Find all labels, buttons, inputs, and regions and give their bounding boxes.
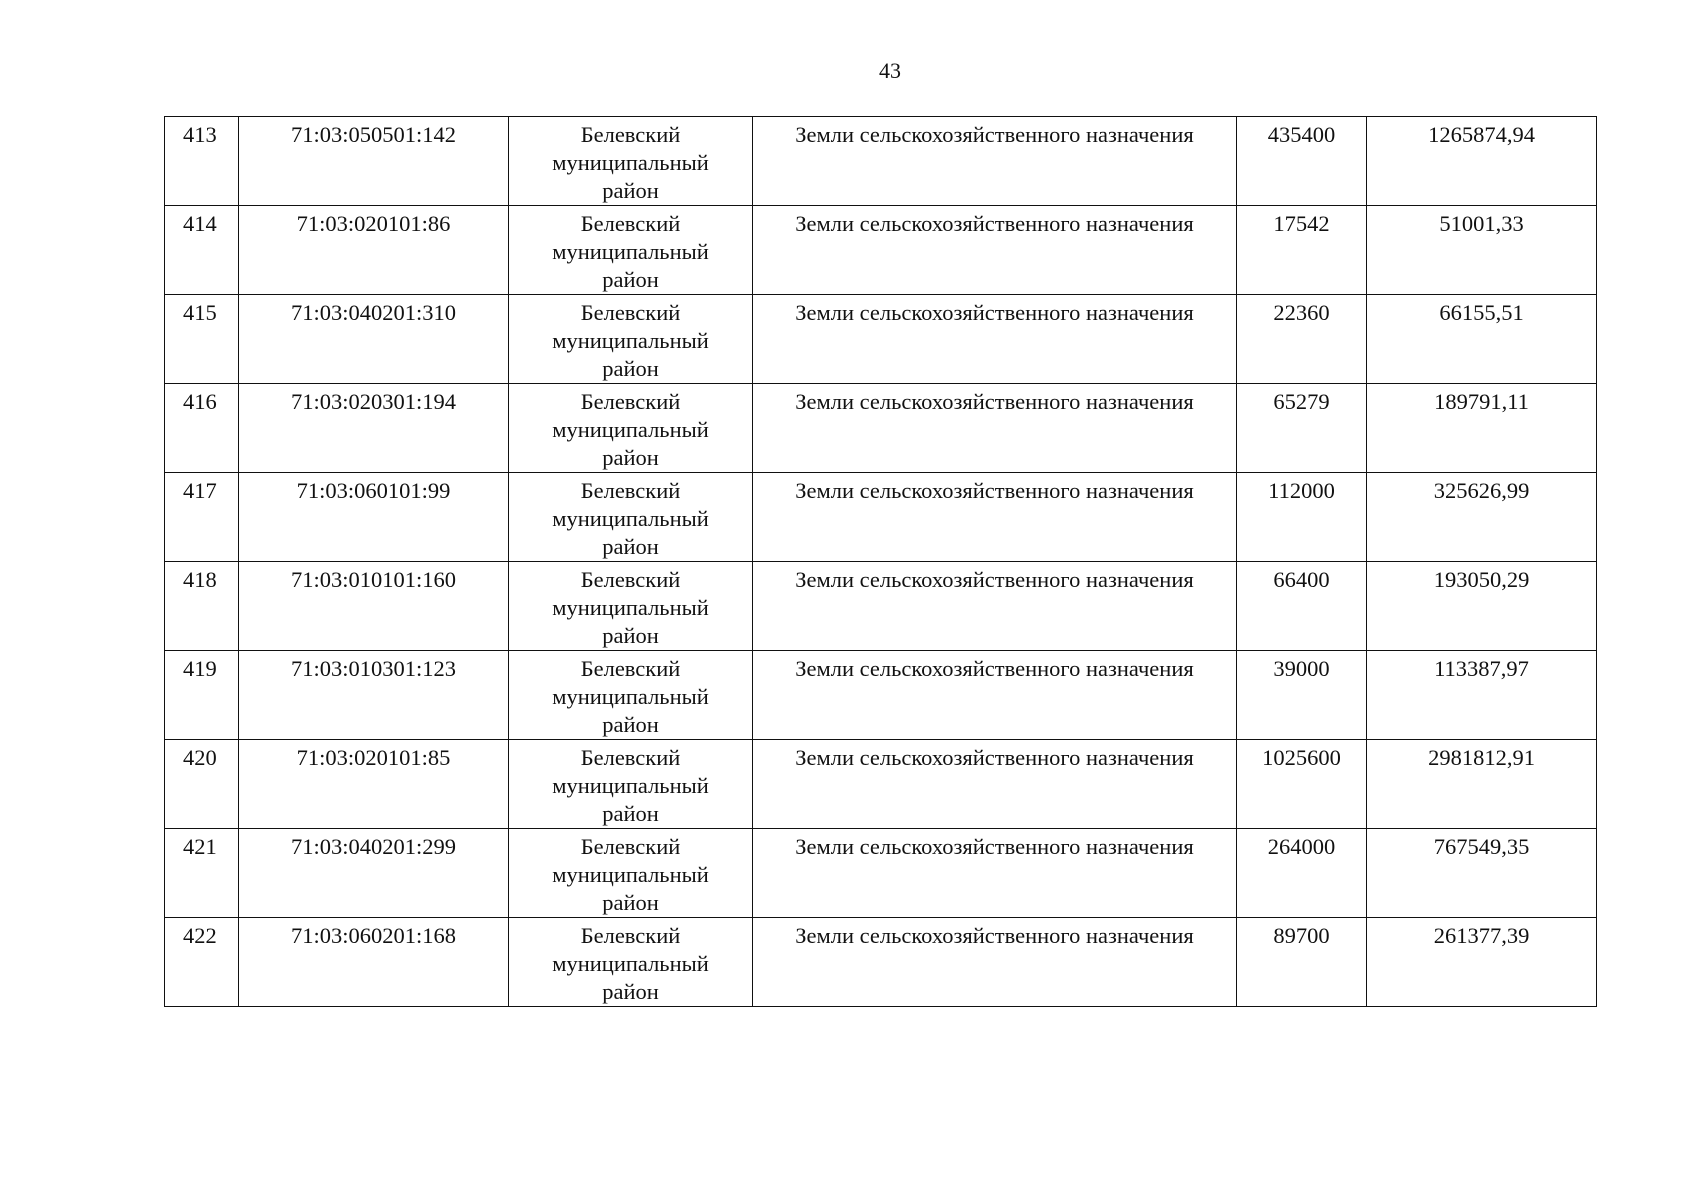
cadastral-number: 71:03:060101:99 [239, 473, 509, 562]
row-number: 414 [165, 206, 239, 295]
land-category: Земли сельскохозяйственного назначения [753, 384, 1237, 473]
land-category: Земли сельскохозяйственного назначения [753, 651, 1237, 740]
district-line: район [602, 979, 659, 1004]
area-value: 66400 [1237, 562, 1367, 651]
cadastral-value: 193050,29 [1367, 562, 1597, 651]
district-cell [509, 117, 753, 206]
cadastral-value: 767549,35 [1367, 829, 1597, 918]
row-number: 415 [165, 295, 239, 384]
area-value: 89700 [1237, 918, 1367, 1007]
district-line: Белевский [580, 923, 681, 948]
district-line: Белевский [580, 300, 681, 325]
cadastral-value: 51001,33 [1367, 206, 1597, 295]
table-row [165, 384, 1597, 473]
land-category: Земли сельскохозяйственного назначения [753, 473, 1237, 562]
table-row [165, 206, 1597, 295]
table-row [165, 473, 1597, 562]
cadastral-value: 113387,97 [1367, 651, 1597, 740]
district-line: район [602, 178, 659, 203]
district-line: район [602, 356, 659, 381]
cadastral-value: 2981812,91 [1367, 740, 1597, 829]
district-line: Белевский [580, 834, 681, 859]
area-value: 39000 [1237, 651, 1367, 740]
land-category: Земли сельскохозяйственного назначения [753, 117, 1237, 206]
district-cell [509, 206, 753, 295]
district-cell [509, 829, 753, 918]
district-line: Белевский [580, 122, 681, 147]
row-number: 420 [165, 740, 239, 829]
row-number: 422 [165, 918, 239, 1007]
page-number: 43 [879, 58, 901, 83]
table-row [165, 829, 1597, 918]
land-category: Земли сельскохозяйственного назначения [753, 295, 1237, 384]
district-line: район [602, 890, 659, 915]
cadastral-number: 71:03:010101:160 [239, 562, 509, 651]
district-cell [509, 295, 753, 384]
district-line: Белевский [580, 656, 681, 681]
row-number: 421 [165, 829, 239, 918]
land-category: Земли сельскохозяйственного назначения [753, 562, 1237, 651]
district-line: район [602, 623, 659, 648]
district-line: муниципальный [552, 773, 709, 798]
land-plots-table [164, 116, 1597, 1007]
district-line: Белевский [580, 478, 681, 503]
table-row [165, 562, 1597, 651]
district-line: муниципальный [552, 417, 709, 442]
cadastral-number: 71:03:040201:299 [239, 829, 509, 918]
district-line: район [602, 801, 659, 826]
table-row [165, 117, 1597, 206]
cadastral-value: 66155,51 [1367, 295, 1597, 384]
area-value: 22360 [1237, 295, 1367, 384]
area-value: 1025600 [1237, 740, 1367, 829]
district-line: муниципальный [552, 862, 709, 887]
table-body [165, 117, 1597, 1007]
cadastral-number: 71:03:020101:85 [239, 740, 509, 829]
land-category: Земли сельскохозяйственного назначения [753, 918, 1237, 1007]
district-cell [509, 740, 753, 829]
district-line: муниципальный [552, 239, 709, 264]
area-value: 17542 [1237, 206, 1367, 295]
district-line: муниципальный [552, 506, 709, 531]
district-cell [509, 651, 753, 740]
cadastral-number: 71:03:050501:142 [239, 117, 509, 206]
district-line: Белевский [580, 211, 681, 236]
row-number: 416 [165, 384, 239, 473]
area-value: 112000 [1237, 473, 1367, 562]
row-number: 419 [165, 651, 239, 740]
land-category: Земли сельскохозяйственного назначения [753, 829, 1237, 918]
land-category: Земли сельскохозяйственного назначения [753, 206, 1237, 295]
district-cell [509, 918, 753, 1007]
district-line: Белевский [580, 567, 681, 592]
district-line: муниципальный [552, 951, 709, 976]
district-line: район [602, 534, 659, 559]
district-line: район [602, 712, 659, 737]
area-value: 264000 [1237, 829, 1367, 918]
table-row [165, 295, 1597, 384]
district-line: район [602, 445, 659, 470]
district-cell [509, 562, 753, 651]
row-number: 417 [165, 473, 239, 562]
district-line: муниципальный [552, 328, 709, 353]
cadastral-value: 325626,99 [1367, 473, 1597, 562]
district-line: муниципальный [552, 595, 709, 620]
cadastral-value: 1265874,94 [1367, 117, 1597, 206]
district-line: Белевский [580, 745, 681, 770]
area-value: 65279 [1237, 384, 1367, 473]
cadastral-number: 71:03:020101:86 [239, 206, 509, 295]
district-line: муниципальный [552, 150, 709, 175]
cadastral-number: 71:03:040201:310 [239, 295, 509, 384]
land-category: Земли сельскохозяйственного назначения [753, 740, 1237, 829]
cadastral-value: 261377,39 [1367, 918, 1597, 1007]
district-cell [509, 384, 753, 473]
district-line: Белевский [580, 389, 681, 414]
cadastral-value: 189791,11 [1367, 384, 1597, 473]
area-value: 435400 [1237, 117, 1367, 206]
table-row [165, 651, 1597, 740]
row-number: 418 [165, 562, 239, 651]
cadastral-number: 71:03:020301:194 [239, 384, 509, 473]
cadastral-number: 71:03:060201:168 [239, 918, 509, 1007]
row-number: 413 [165, 117, 239, 206]
district-line: муниципальный [552, 684, 709, 709]
district-line: район [602, 267, 659, 292]
table-row [165, 740, 1597, 829]
table-row [165, 918, 1597, 1007]
district-cell [509, 473, 753, 562]
cadastral-number: 71:03:010301:123 [239, 651, 509, 740]
